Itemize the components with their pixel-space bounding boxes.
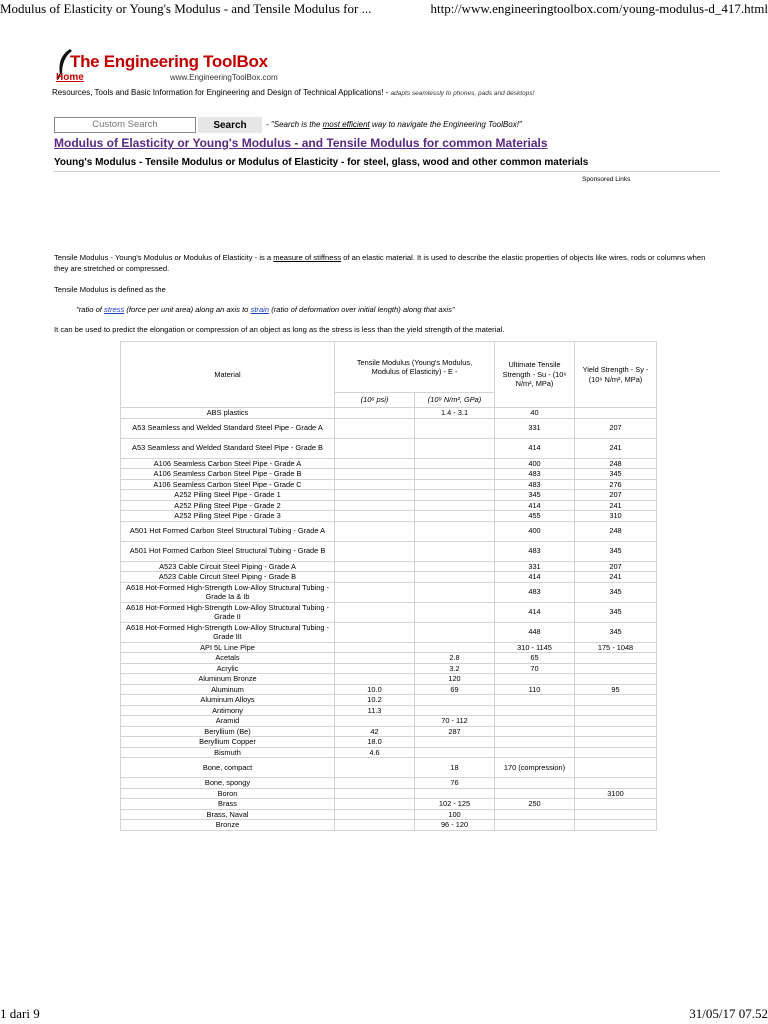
strain-link[interactable]: strain	[250, 305, 270, 314]
material-cell: Bismuth	[121, 747, 335, 758]
yield-cell: 241	[575, 572, 657, 583]
yield-cell	[575, 716, 657, 727]
tagline	[52, 88, 534, 97]
search-button[interactable]: Search	[198, 117, 262, 133]
table-row	[121, 674, 657, 685]
yield-cell	[575, 663, 657, 674]
table-row	[121, 747, 657, 758]
uts-cell: 65	[495, 653, 575, 664]
yield-cell: 241	[575, 438, 657, 458]
modulus-psi-cell: 42	[335, 726, 415, 737]
uts-cell	[495, 716, 575, 727]
table-row	[121, 642, 657, 653]
modulus-psi-cell	[335, 479, 415, 490]
modulus-psi-cell: 10.0	[335, 684, 415, 695]
header-psi: (10⁶ psi)	[335, 393, 415, 408]
material-cell: A618 Hot-Formed High-Strength Low-Alloy Structural Tubing - Grade II	[121, 602, 335, 622]
modulus-psi-cell	[335, 490, 415, 501]
modulus-gpa-cell	[415, 622, 495, 642]
yield-cell: 276	[575, 479, 657, 490]
uts-cell: 310 - 1145	[495, 642, 575, 653]
uts-cell	[495, 674, 575, 685]
material-cell: Aluminum Bronze	[121, 674, 335, 685]
youngs-modulus-table	[120, 341, 657, 831]
material-cell: A106 Seamless Carbon Steel Pipe - Grade C	[121, 479, 335, 490]
modulus-psi-cell	[335, 438, 415, 458]
uts-cell: 483	[495, 541, 575, 561]
material-cell: A252 Piling Steel Pipe - Grade 1	[121, 490, 335, 501]
table-row	[121, 521, 657, 541]
uts-cell: 483	[495, 582, 575, 602]
modulus-psi-cell	[335, 758, 415, 778]
material-cell: Acetals	[121, 653, 335, 664]
yield-cell: 3100	[575, 788, 657, 799]
material-cell: A53 Seamless and Welded Standard Steel Pipe - Grade B	[121, 438, 335, 458]
material-cell: A618 Hot-Formed High-Strength Low-Alloy Structural Tubing - Grade Ia & Ib	[121, 582, 335, 602]
header-tensile-modulus: Tensile Modulus (Young's Modulus, Modulus of Elasticity) - E -	[335, 342, 495, 393]
table-row	[121, 653, 657, 664]
uts-cell: 345	[495, 490, 575, 501]
modulus-gpa-cell	[415, 642, 495, 653]
modulus-psi-cell	[335, 561, 415, 572]
uts-cell	[495, 726, 575, 737]
table-row	[121, 695, 657, 706]
uts-cell: 448	[495, 622, 575, 642]
uts-cell	[495, 747, 575, 758]
site-logo[interactable]	[54, 48, 314, 88]
material-cell: Beryllium (Be)	[121, 726, 335, 737]
modulus-psi-cell	[335, 541, 415, 561]
modulus-psi-cell: 4.6	[335, 747, 415, 758]
yield-cell: 345	[575, 582, 657, 602]
page-title[interactable]: Modulus of Elasticity or Young's Modulus - and Tensile Modulus for common Materials	[54, 136, 548, 150]
uts-cell: 331	[495, 418, 575, 438]
modulus-gpa-cell	[415, 418, 495, 438]
uts-cell: 70	[495, 663, 575, 674]
modulus-gpa-cell	[415, 541, 495, 561]
material-cell: A523 Cable Circuit Steel Piping - Grade A	[121, 561, 335, 572]
yield-cell	[575, 758, 657, 778]
modulus-psi-cell: 11.3	[335, 705, 415, 716]
modulus-gpa-cell	[415, 469, 495, 480]
yield-cell: 207	[575, 418, 657, 438]
uts-cell: 483	[495, 479, 575, 490]
material-cell: A53 Seamless and Welded Standard Steel Pipe - Grade A	[121, 418, 335, 438]
uts-cell: 331	[495, 561, 575, 572]
material-cell: A106 Seamless Carbon Steel Pipe - Grade B	[121, 469, 335, 480]
modulus-gpa-cell	[415, 572, 495, 583]
stress-link[interactable]: stress	[104, 305, 125, 314]
modulus-psi-cell: 10.2	[335, 695, 415, 706]
modulus-gpa-cell	[415, 788, 495, 799]
uts-cell: 414	[495, 438, 575, 458]
table-row	[121, 418, 657, 438]
table-row	[121, 469, 657, 480]
material-cell: A106 Seamless Carbon Steel Pipe - Grade A	[121, 458, 335, 469]
home-link[interactable]: Home	[56, 72, 84, 83]
modulus-gpa-cell: 69	[415, 684, 495, 695]
yield-cell	[575, 653, 657, 664]
uts-cell: 400	[495, 458, 575, 469]
modulus-gpa-cell	[415, 490, 495, 501]
uts-cell	[495, 809, 575, 820]
yield-cell: 248	[575, 458, 657, 469]
material-cell: A252 Piling Steel Pipe - Grade 2	[121, 500, 335, 511]
tagline-small: adapts seamlessly to phones, pads and desktops!	[390, 90, 535, 97]
material-cell: Bronze	[121, 820, 335, 831]
yield-cell: 345	[575, 541, 657, 561]
modulus-gpa-cell: 76	[415, 778, 495, 789]
definition-intro: Tensile Modulus is defined as the	[54, 285, 166, 294]
modulus-gpa-cell: 287	[415, 726, 495, 737]
table-row	[121, 799, 657, 810]
modulus-psi-cell	[335, 622, 415, 642]
uts-cell: 110	[495, 684, 575, 695]
table-row	[121, 663, 657, 674]
yield-cell	[575, 408, 657, 419]
divider	[54, 171, 720, 172]
yield-cell	[575, 726, 657, 737]
header-yield-strength: Yield Strength - Sy - (10⁶ N/m², MPa)	[575, 342, 657, 408]
material-cell: API 5L Line Pipe	[121, 642, 335, 653]
modulus-gpa-cell	[415, 695, 495, 706]
table-row	[121, 788, 657, 799]
table-row	[121, 705, 657, 716]
yield-cell	[575, 809, 657, 820]
material-cell: Bone, spongy	[121, 778, 335, 789]
uts-cell: 40	[495, 408, 575, 419]
modulus-psi-cell	[335, 582, 415, 602]
modulus-psi-cell	[335, 500, 415, 511]
yield-cell: 345	[575, 602, 657, 622]
table-row	[121, 820, 657, 831]
modulus-psi-cell	[335, 458, 415, 469]
table-row	[121, 458, 657, 469]
modulus-psi-cell	[335, 602, 415, 622]
modulus-gpa-cell: 102 - 125	[415, 799, 495, 810]
modulus-gpa-cell	[415, 602, 495, 622]
material-cell: Aluminum	[121, 684, 335, 695]
modulus-psi-cell	[335, 511, 415, 522]
logo-url: www.EngineeringToolBox.com	[170, 73, 278, 82]
table-row	[121, 602, 657, 622]
uts-cell	[495, 705, 575, 716]
table-row	[121, 737, 657, 748]
tagline-main: Resources, Tools and Basic Information for Engineering and Design of Technical Applications! -	[52, 88, 391, 97]
modulus-psi-cell	[335, 408, 415, 419]
material-cell: ABS plastics	[121, 408, 335, 419]
table-row	[121, 778, 657, 789]
modulus-psi-cell	[335, 521, 415, 541]
uts-cell	[495, 737, 575, 748]
print-page-url: http://www.engineeringtoolbox.com/young-modulus-d_417.html	[430, 1, 768, 16]
modulus-gpa-cell	[415, 500, 495, 511]
modulus-gpa-cell: 96 - 120	[415, 820, 495, 831]
material-cell: Bone, compact	[121, 758, 335, 778]
yield-cell: 241	[575, 500, 657, 511]
table-row	[121, 561, 657, 572]
search-note: - "Search is the most efficient way to navigate the Engineering ToolBox!"	[266, 120, 522, 129]
yield-cell: 345	[575, 469, 657, 480]
yield-cell: 248	[575, 521, 657, 541]
yield-cell: 207	[575, 561, 657, 572]
modulus-psi-cell	[335, 799, 415, 810]
table-row	[121, 716, 657, 727]
modulus-psi-cell	[335, 674, 415, 685]
modulus-psi-cell	[335, 788, 415, 799]
search-note-link[interactable]: most efficient	[322, 120, 370, 129]
modulus-gpa-cell	[415, 521, 495, 541]
table-row	[121, 809, 657, 820]
yield-cell	[575, 778, 657, 789]
yield-cell	[575, 737, 657, 748]
table-row	[121, 500, 657, 511]
table-row	[121, 582, 657, 602]
uts-cell: 414	[495, 572, 575, 583]
material-cell: A618 Hot-Formed High-Strength Low-Alloy Structural Tubing - Grade III	[121, 622, 335, 642]
uts-cell	[495, 695, 575, 706]
table-row	[121, 490, 657, 501]
table-row	[121, 479, 657, 490]
modulus-psi-cell	[335, 642, 415, 653]
modulus-gpa-cell	[415, 747, 495, 758]
modulus-gpa-cell: 1.4 - 3.1	[415, 408, 495, 419]
modulus-gpa-cell: 120	[415, 674, 495, 685]
print-timestamp: 31/05/17 07.52	[689, 1006, 768, 1021]
material-cell: Beryllium Copper	[121, 737, 335, 748]
yield-cell: 207	[575, 490, 657, 501]
table-row	[121, 684, 657, 695]
yield-cell	[575, 705, 657, 716]
uts-cell: 455	[495, 511, 575, 522]
modulus-gpa-cell	[415, 479, 495, 490]
material-cell: Antimony	[121, 705, 335, 716]
modulus-gpa-cell	[415, 458, 495, 469]
yield-cell	[575, 820, 657, 831]
page-count: 1 dari 9	[0, 1006, 40, 1021]
modulus-gpa-cell	[415, 582, 495, 602]
sponsored-links-label: Sponsored Links	[582, 176, 631, 183]
modulus-gpa-cell: 100	[415, 809, 495, 820]
header-gpa: (10⁹ N/m², GPa)	[415, 393, 495, 408]
measure-of-stiffness-link[interactable]: measure of stiffness	[273, 253, 342, 262]
print-header	[0, 0, 768, 18]
modulus-gpa-cell	[415, 561, 495, 572]
usage-paragraph: It can be used to predict the elongation or compression of an object as long as the stress is less than the yield strength of the material.	[54, 325, 505, 334]
modulus-psi-cell	[335, 572, 415, 583]
header-ultimate-tensile-strength: Ultimate Tensile Strength - Su - (10⁶ N/m², MPa)	[495, 342, 575, 408]
yield-cell: 345	[575, 622, 657, 642]
table-row	[121, 758, 657, 778]
modulus-psi-cell	[335, 716, 415, 727]
modulus-psi-cell	[335, 653, 415, 664]
modulus-gpa-cell	[415, 737, 495, 748]
yield-cell: 95	[575, 684, 657, 695]
table-row	[121, 572, 657, 583]
material-cell: A501 Hot Formed Carbon Steel Structural Tubing - Grade A	[121, 521, 335, 541]
search-bar	[54, 117, 754, 133]
table-row	[121, 408, 657, 419]
header-material: Material	[121, 342, 335, 408]
material-cell: A252 Piling Steel Pipe - Grade 3	[121, 511, 335, 522]
table-body	[121, 408, 657, 831]
uts-cell: 170 (compression)	[495, 758, 575, 778]
yield-cell	[575, 799, 657, 810]
search-input[interactable]: Custom Search	[54, 117, 196, 133]
material-cell: Aluminum Alloys	[121, 695, 335, 706]
table-row	[121, 511, 657, 522]
modulus-gpa-cell: 2.8	[415, 653, 495, 664]
uts-cell	[495, 788, 575, 799]
yield-cell	[575, 695, 657, 706]
modulus-psi-cell	[335, 663, 415, 674]
material-cell: Brass	[121, 799, 335, 810]
modulus-gpa-cell: 70 - 112	[415, 716, 495, 727]
definition-quote: "ratio of stress (force per unit area) along an axis to strain (ratio of deformation over initial length) along that axis"	[76, 305, 455, 314]
uts-cell: 250	[495, 799, 575, 810]
modulus-psi-cell	[335, 469, 415, 480]
material-cell: Aramid	[121, 716, 335, 727]
modulus-gpa-cell: 18	[415, 758, 495, 778]
uts-cell: 414	[495, 602, 575, 622]
logo-title: The Engineering ToolBox	[70, 52, 268, 71]
yield-cell	[575, 674, 657, 685]
modulus-gpa-cell	[415, 438, 495, 458]
material-cell: A523 Cable Circuit Steel Piping - Grade B	[121, 572, 335, 583]
table-row	[121, 438, 657, 458]
material-cell: Boron	[121, 788, 335, 799]
table-row	[121, 726, 657, 737]
intro-paragraph: Tensile Modulus - Young's Modulus or Modulus of Elasticity - is a measure of stiffness of an elastic material. It is used to describe the elastic properties of objects like wires, rods or columns when they are stretched or compressed.	[54, 253, 706, 273]
print-page-title: Modulus of Elasticity or Young's Modulus - and Tensile Modulus for ...	[0, 1, 372, 16]
page-subtitle: Young's Modulus - Tensile Modulus or Modulus of Elasticity - for steel, glass, wood and other common materials	[54, 157, 589, 168]
modulus-psi-cell: 18.0	[335, 737, 415, 748]
modulus-psi-cell	[335, 418, 415, 438]
modulus-gpa-cell	[415, 511, 495, 522]
modulus-gpa-cell: 3.2	[415, 663, 495, 674]
modulus-gpa-cell	[415, 705, 495, 716]
table-row	[121, 541, 657, 561]
modulus-psi-cell	[335, 809, 415, 820]
yield-cell: 175 - 1048	[575, 642, 657, 653]
modulus-psi-cell	[335, 820, 415, 831]
table-row	[121, 622, 657, 642]
material-cell: A501 Hot Formed Carbon Steel Structural Tubing - Grade B	[121, 541, 335, 561]
uts-cell: 414	[495, 500, 575, 511]
uts-cell	[495, 820, 575, 831]
uts-cell: 400	[495, 521, 575, 541]
material-cell: Brass, Naval	[121, 809, 335, 820]
yield-cell: 310	[575, 511, 657, 522]
material-cell: Acrylic	[121, 663, 335, 674]
uts-cell: 483	[495, 469, 575, 480]
uts-cell	[495, 778, 575, 789]
yield-cell	[575, 747, 657, 758]
modulus-psi-cell	[335, 778, 415, 789]
